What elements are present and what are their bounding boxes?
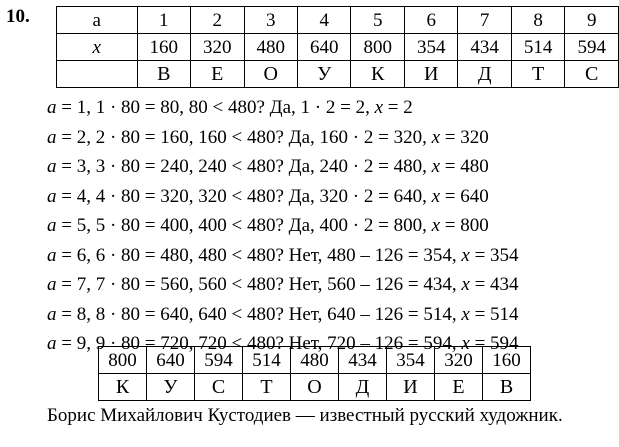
var-a: a: [47, 303, 57, 325]
table-header-cell: а: [57, 7, 138, 34]
line-expression: = 8, 8 · 80 = 640, 640 < 480? Нет, 640 – 126 = 514,: [56, 303, 462, 325]
table-cell: 7: [458, 7, 511, 34]
line-result: = 2: [383, 97, 413, 118]
table-cell: 320: [191, 34, 244, 61]
line-expression: = 1, 1 · 80 = 80, 80 < 480? Да, 1 · 2 = 2,: [56, 97, 375, 118]
table-cell: С: [565, 61, 619, 88]
table-cell: 480: [244, 34, 297, 61]
line-expression: = 3, 3 · 80 = 240, 240 < 480? Да, 240 · 2 = 480,: [56, 156, 432, 177]
var-x: x: [461, 244, 470, 266]
table-cell: К: [99, 374, 147, 401]
line-expression: = 9, 9 · 80 = 720, 720 < 480? Нет, 720 – 126 = 594,: [56, 333, 462, 354]
table-cell: В: [137, 61, 190, 88]
line-result: = 594: [469, 333, 519, 354]
var-x: x: [374, 97, 384, 118]
table-row-letters: [57, 61, 619, 88]
table-row-a: [57, 7, 619, 34]
table-cell: 320: [435, 347, 483, 374]
table-cell: 6: [404, 7, 457, 34]
table-cell: У: [147, 374, 195, 401]
table-cell: 434: [458, 34, 511, 61]
solution-line: [47, 93, 617, 123]
table-cell: К: [351, 61, 404, 88]
table-cell: 160: [483, 347, 531, 374]
answer-row-numbers: [99, 347, 531, 374]
var-a: a: [47, 185, 57, 207]
table-cell: 9: [565, 7, 619, 34]
table-cell: 434: [339, 347, 387, 374]
table-cell: И: [387, 374, 435, 401]
var-x: x: [461, 274, 470, 295]
line-expression: = 5, 5 · 80 = 400, 400 < 480? Да, 400 · 2 = 800,: [56, 215, 432, 236]
line-result: = 320: [440, 126, 489, 148]
solution-line: [47, 211, 617, 241]
solution-line: [47, 270, 617, 300]
table-cell: 354: [387, 347, 435, 374]
var-x: x: [461, 303, 470, 325]
table-cell: Т: [511, 61, 564, 88]
line-expression: = 7, 7 · 80 = 560, 560 < 480? Нет, 560 – 126 = 434,: [56, 274, 462, 295]
table-cell: Е: [191, 61, 244, 88]
table-cell: 594: [565, 34, 619, 61]
table-cell: 2: [191, 7, 244, 34]
var-x: x: [431, 185, 441, 207]
answer-row-letters: [99, 374, 531, 401]
table-cell: 5: [351, 7, 404, 34]
line-result: = 434: [469, 274, 519, 295]
table-cell: 1: [137, 7, 190, 34]
table-cell: Д: [458, 61, 511, 88]
var-a: a: [47, 126, 57, 148]
line-result: = 800: [440, 215, 489, 236]
table-cell: 800: [351, 34, 404, 61]
table-cell: 800: [99, 347, 147, 374]
problem-number: 10.: [6, 6, 30, 27]
line-expression: = 2, 2 · 80 = 160, 160 < 480? Да, 160 · 2 = 320,: [56, 126, 432, 148]
var-x: x: [461, 333, 470, 354]
var-a: a: [47, 97, 57, 118]
solution-line: [47, 300, 617, 330]
table-cell: Е: [435, 374, 483, 401]
table-cell: 514: [243, 347, 291, 374]
table-cell: И: [404, 61, 457, 88]
var-a: a: [47, 156, 57, 177]
table-cell: У: [297, 61, 350, 88]
line-result: = 640: [440, 185, 489, 207]
table-row-x: [57, 34, 619, 61]
line-expression: = 4, 4 · 80 = 320, 320 < 480? Да, 320 · 2 = 640,: [56, 185, 432, 207]
table-cell: Д: [339, 374, 387, 401]
solution-line: [47, 123, 617, 153]
table-cell: С: [195, 374, 243, 401]
line-result: = 514: [469, 303, 519, 325]
var-a: a: [47, 333, 57, 354]
table-cell: О: [244, 61, 297, 88]
caption: Борис Михайлович Кустодиев — известный русский художник.: [47, 405, 563, 426]
var-a: a: [47, 215, 57, 236]
table-cell: 480: [291, 347, 339, 374]
table-cell: В: [483, 374, 531, 401]
solution-line: [47, 182, 617, 212]
var-x: x: [431, 156, 441, 177]
table-cell: 160: [137, 34, 190, 61]
var-x: x: [431, 215, 441, 236]
table-cell: 640: [147, 347, 195, 374]
table-header-cell: [57, 61, 138, 88]
table-header-cell: x: [57, 34, 138, 61]
top-table: [56, 6, 619, 88]
table-cell: О: [291, 374, 339, 401]
table-cell: 3: [244, 7, 297, 34]
solution-line: [47, 241, 617, 271]
answer-table: [98, 346, 531, 401]
table-cell: 640: [297, 34, 350, 61]
var-a: a: [47, 274, 57, 295]
table-cell: 594: [195, 347, 243, 374]
var-x: x: [431, 126, 441, 148]
var-a: a: [47, 244, 57, 266]
table-cell: Т: [243, 374, 291, 401]
table-cell: 4: [297, 7, 350, 34]
line-result: = 354: [469, 244, 519, 266]
solution-lines: [47, 93, 617, 359]
solution-line: [47, 152, 617, 182]
line-result: = 480: [440, 156, 489, 177]
table-cell: 354: [404, 34, 457, 61]
table-cell: 514: [511, 34, 564, 61]
table-cell: 8: [511, 7, 564, 34]
line-expression: = 6, 6 · 80 = 480, 480 < 480? Нет, 480 – 126 = 354,: [56, 244, 462, 266]
